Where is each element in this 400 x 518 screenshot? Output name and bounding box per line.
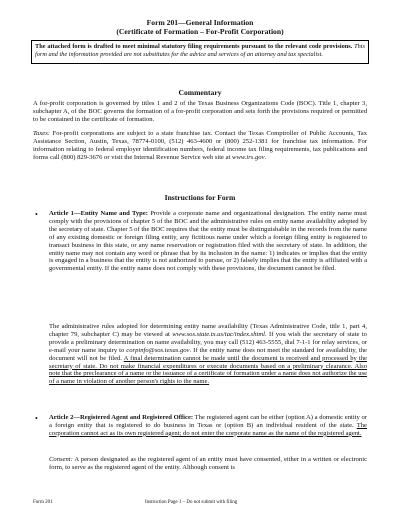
form-title-line1: Form 201—General Information (146, 18, 254, 27)
notice-bold-text: The attached form is drafted to meet minimal statutory filing requirements pursuant to the relevant code provisions. (35, 43, 353, 50)
article-1-label: Article 1—Entity Name and Type: (49, 210, 148, 217)
commentary-heading: Commentary (178, 88, 222, 97)
rules-underlined-text: A final determination cannot be made until the document is received and processed by the secretary of state. Do not make financial expenditures or execute documents based on a preliminary clearance. Also note that the preclearance of a name or the issuance of a certificate of formation under a name does not authorize the use of a name in violation of another person's rights to the name. (49, 354, 367, 386)
taxes-text: For-profit corporations are subject to a state franchise tax. Contact the Texas Comptroller of Public Accounts, Tax Assistance Section, Austin, Texas, 78774-0100, (512) 463-4600 or (800) 252-1381 for franchise tax information. For information relating to federal employer identification numbers, federal income tax filing requirements, tax publications and forms call (800) 829-3676 or visit the Internal Revenue Service web site at (33, 130, 367, 161)
rules-text-a: The administrative rules adopted for determining entity name availability (Texas Administrative Code, title 1, part 4, chapter 79, subchapter C) may be viewed at (49, 323, 367, 338)
taxes-end: . (264, 153, 267, 161)
article-2-underlined-text: The corporation cannot act as its own registered agent; do not enter the corporate name as the name of the registered agent. (49, 421, 367, 437)
commentary-paragraph-1: A for-profit corporation is governed by titles 1 and 2 of the Texas Business Organizations Code (BOC). Title 1, chapter 3, subchapter A, of the BOC governs the formation of a for-profit corporation and sets forth the provisions required or permitted to be contained in the certificate of formation. (33, 100, 367, 123)
footer-form-number: Form 201 (33, 500, 53, 505)
article-2-text: The registered agent can be either (option A) a domestic entity or a foreign entity that is registered to do business in Texas or (option B) an individual resident of the state. (49, 414, 367, 429)
consent-paragraph (49, 456, 367, 472)
article-2-paragraph (49, 414, 367, 438)
footer-page-label: Instruction Page 1 – Do not submit with filing (145, 500, 238, 505)
form-title (0, 18, 400, 36)
consent-label: Consent: (49, 456, 73, 463)
irs-link[interactable]: www.irs.gov (232, 153, 265, 161)
instructions-heading: Instructions for Form (164, 193, 236, 202)
article-1-paragraph (49, 210, 367, 273)
article-1-text: Provide a corporate name and organizational designation. The entity name must comply with the provisions of chapter 5 of the BOC and the administrative rules on entity name availability adopted by the secretary of state. Chapter 5 of the BOC requires that the entity must be distinguishable in the records from the name of any existing domestic or foreign filing entity, any fictitious name under which a foreign filing entity is registered to transact business in this state, or any name reservation or registration filed with the secretary of state. In addition, the entity name may not contain any word or phrase that by its inclusion in the name: 1) indicates or implies that the entity is engaged in a business that the entity is not authorized to pursue, or 2) falsely implies that the entity is affiliated with a governmental entity. If the entity name does not comply with these provisions, the document cannot be filed. (49, 210, 367, 273)
disclaimer-notice-box (31, 40, 369, 64)
taxes-label: Taxes: (33, 130, 50, 137)
notice-italic-text: This form and the information provided are not substitutes for the advice and services of an attorney and tax specialist. (35, 43, 366, 58)
form-title-line2: (Certificate of Formation – For-Profit Corporation) (116, 27, 284, 36)
rules-text-b: . If you wish the secretary of state to provide a preliminary determination on name availability, you may call (512) 463-5555, dial 7-1-1 for relay services, or e-mail your name inquiry to (49, 330, 367, 354)
rules-text-c: . If the entity name does not meet the standard for availability, the document will not be filed. (49, 346, 367, 362)
article-1-rules-paragraph (49, 323, 367, 386)
tac-link[interactable]: www.sos.state.tx.us/tac/index.shtml (172, 330, 265, 338)
article-2-label: Article 2—Registered Agent and Registered Office: (49, 414, 194, 421)
email-link[interactable]: corpinfo@sos.texas.gov (126, 346, 190, 354)
bullet-icon: • (35, 414, 38, 423)
commentary-paragraph-taxes (33, 130, 367, 162)
consent-text: A person designated as the registered agent of an entity must have consented, either in a written or electronic form, to serve as the registered agent of the entity. Although consent is (49, 456, 367, 471)
bullet-icon: • (35, 210, 38, 219)
